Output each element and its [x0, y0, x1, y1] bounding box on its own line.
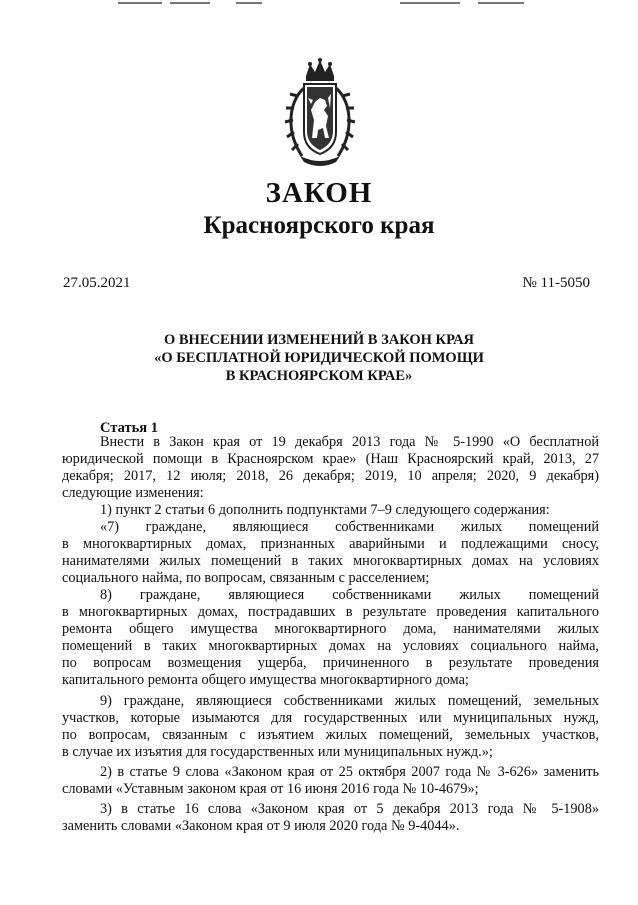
body-text-line: капитального ремонта общего имущества многоквартирного дома; [62, 672, 469, 688]
document-number: № 11-5050 [522, 275, 590, 291]
body-text-line: 1) пункт 2 статьи 6 дополнить подпунктами 7–9 следующего содержания: [100, 502, 550, 518]
law-heading-line: В КРАСНОЯРСКОМ КРАЕ» [225, 368, 413, 384]
body-text-line: 2) в статье 9 слова «Законом края от 25 октября 2007 года № 3-626» заменить [100, 764, 599, 780]
body-text-line: по вопросам возмещения ущерба, причиненного в результате проведения [62, 655, 599, 671]
document-type-title: ЗАКОН [265, 177, 373, 209]
body-text-line: участков, которые изымаются для государственных или муниципальных нужд, [62, 710, 599, 726]
body-text-line: ремонта общего имущества многоквартирного дома, нанимателями жилых [62, 621, 599, 637]
body-text-line: заменить словами «Законом края от 9 июля 2020 года № 9-4044». [62, 818, 460, 834]
body-text-line: словами «Уставным законом края от 16 июня 2016 года № 10-4679»; [62, 781, 479, 797]
body-text-line: «7) граждане, являющиеся собственниками жилых помещений [100, 519, 599, 535]
law-heading-line: О ВНЕСЕНИИ ИЗМЕНЕНИЙ В ЗАКОН КРАЯ [163, 332, 475, 348]
scan-mark [170, 2, 210, 4]
body-text-line: в многоквартирных домах, признанных аварийными и подлежащими сносу, [62, 536, 599, 552]
body-text-line: 3) в статье 16 слова «Законом края от 5 декабря 2013 года № 5-1908» [100, 801, 599, 817]
scan-mark [400, 2, 460, 4]
body-text-line: юридической помощи в Красноярском крае» (Наш Красноярский край, 2013, 27 [62, 451, 599, 467]
body-text-line: помещений в таких многоквартирных домах на условиях социального найма, [62, 638, 599, 654]
body-text-line: следующие изменения: [62, 485, 204, 501]
scan-mark [236, 2, 262, 4]
body-text-line: Внести в Закон края от 19 декабря 2013 года № 5-1990 «О бесплатной [100, 434, 599, 450]
law-heading-line: «О БЕСПЛАТНОЙ ЮРИДИЧЕСКОЙ ПОМОЩИ [154, 350, 484, 366]
body-text-line: декабря; 2017, 12 июля; 2018, 26 декабря; 2019, 10 апреля; 2020, 9 декабря) [62, 468, 599, 484]
body-text-line: нанимателями жилых помещений в таких многоквартирных домах на условиях [62, 553, 599, 569]
body-text-line: 9) граждане, являющиеся собственниками жилых помещений, земельных [100, 693, 599, 709]
document-date: 27.05.2021 [63, 275, 131, 291]
body-text-line: социального найма, по вопросам, связанным с расселением; [62, 570, 430, 586]
article-title: Статья 1 [100, 420, 158, 436]
body-text-line: в случае их изъятия для государственных или муниципальных нужд.»; [62, 744, 493, 760]
body-text-line: 8) граждане, являющиеся собственниками жилых помещений [100, 587, 599, 603]
body-text-line: по вопросам, связанным с изъятием жилых помещений, земельных участков, [62, 727, 599, 743]
scan-mark [118, 2, 162, 4]
scan-mark [478, 2, 524, 4]
body-text-line: в многоквартирных домах, пострадавших в результате проведения капитального [62, 604, 599, 620]
region-title: Красноярского края [203, 212, 435, 239]
coat-of-arms-emblem [282, 58, 358, 170]
